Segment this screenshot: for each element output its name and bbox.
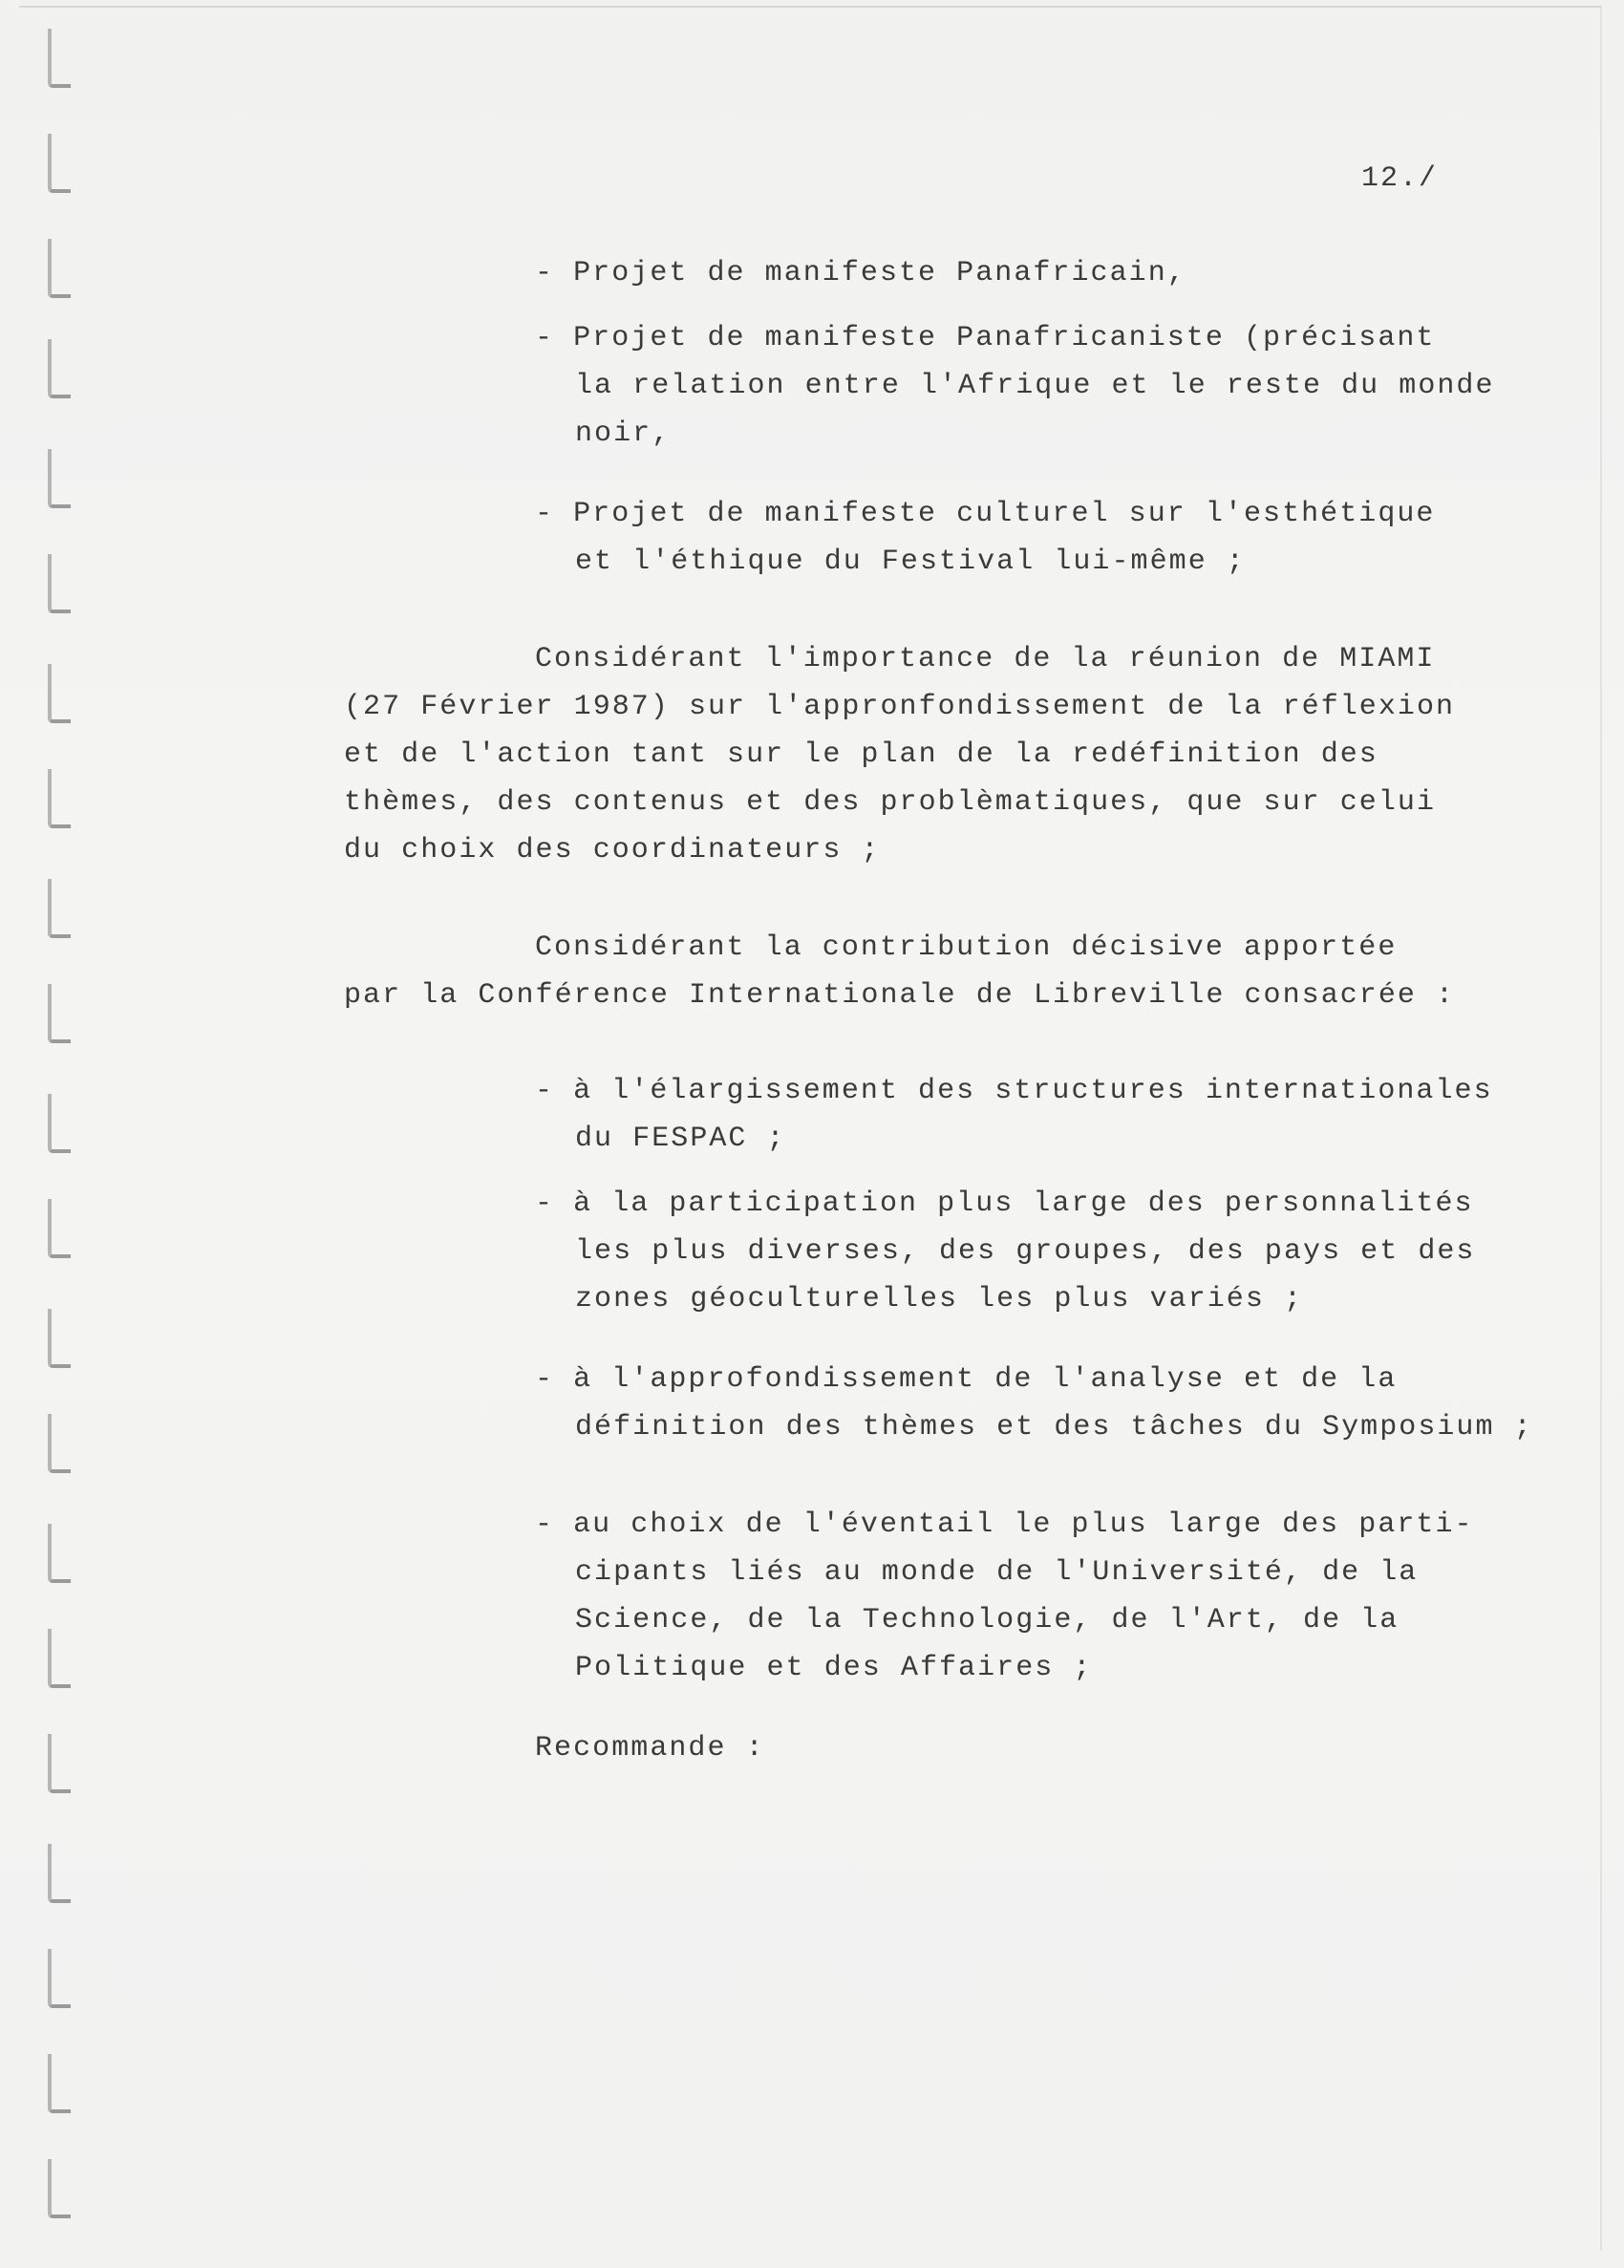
paragraph-line: Considérant la contribution décisive apportée [535, 931, 1398, 964]
binder-hole-mark [48, 1734, 71, 1793]
paragraph-line: thèmes, des contenus et des problèmatiques, que sur celui [344, 786, 1437, 819]
binder-hole-mark [48, 1094, 71, 1153]
binder-hole-mark [48, 1949, 71, 2008]
paragraph-line: et de l'action tant sur le plan de la redéfinition des [344, 738, 1378, 771]
binder-hole-mark [48, 2054, 71, 2113]
binder-hole-mark [48, 134, 71, 193]
binder-hole-mark [48, 879, 71, 938]
paragraph-line: du choix des coordinateurs ; [344, 834, 881, 867]
binder-hole-mark [48, 29, 71, 88]
list-item-continuation: noir, [575, 417, 672, 450]
binder-hole-mark [48, 1629, 71, 1688]
binder-hole-mark [48, 239, 71, 298]
binder-hole-mark [48, 339, 71, 398]
binder-hole-mark [48, 984, 71, 1043]
paragraph-line: (27 Février 1987) sur l'appronfondissement de la réflexion [344, 691, 1456, 723]
binder-hole-mark [48, 1414, 71, 1473]
list-item: - à la participation plus large des personnalités [535, 1187, 1474, 1220]
binder-hole-mark [48, 769, 71, 828]
binder-hole-mark [48, 1524, 71, 1583]
list-item-continuation: zones géoculturelles les plus variés ; [575, 1283, 1304, 1316]
list-item: - Projet de manifeste culturel sur l'esthétique [535, 498, 1436, 530]
binder-hole-mark [48, 664, 71, 723]
list-item-continuation: les plus diverses, des groupes, des pays et des [575, 1235, 1476, 1268]
binder-hole-mark [48, 1844, 71, 1903]
binder-hole-mark [48, 1309, 71, 1368]
paragraph-line: par la Conférence Internationale de Libreville consacrée : [344, 979, 1456, 1012]
binder-hole-mark [48, 1199, 71, 1258]
list-item: - à l'élargissement des structures internationales [535, 1075, 1493, 1107]
page-number: 12./ [1361, 162, 1439, 195]
list-item-continuation: définition des thèmes et des tâches du Symposium ; [575, 1411, 1533, 1444]
list-item-continuation: cipants liés au monde de l'Université, de la [575, 1556, 1419, 1589]
binder-hole-mark [48, 2159, 71, 2218]
list-item: - Projet de manifeste Panafricain, [535, 257, 1186, 289]
list-item: - Projet de manifeste Panafricaniste (précisant [535, 322, 1436, 354]
list-item: - à l'approfondissement de l'analyse et de la [535, 1363, 1398, 1396]
list-item-continuation: Science, de la Technologie, de l'Art, de la [575, 1604, 1400, 1637]
binder-hole-mark [48, 449, 71, 508]
list-item: - au choix de l'éventail le plus large des parti- [535, 1508, 1474, 1541]
closing-heading: Recommande : [535, 1732, 765, 1765]
binder-hole-mark [48, 554, 71, 613]
paragraph-line: Considérant l'importance de la réunion de MIAMI [535, 643, 1436, 675]
list-item-continuation: du FESPAC ; [575, 1123, 786, 1155]
list-item-continuation: la relation entre l'Afrique et le reste du monde [575, 370, 1495, 402]
list-item-continuation: Politique et des Affaires ; [575, 1652, 1093, 1684]
list-item-continuation: et l'éthique du Festival lui-même ; [575, 546, 1246, 578]
